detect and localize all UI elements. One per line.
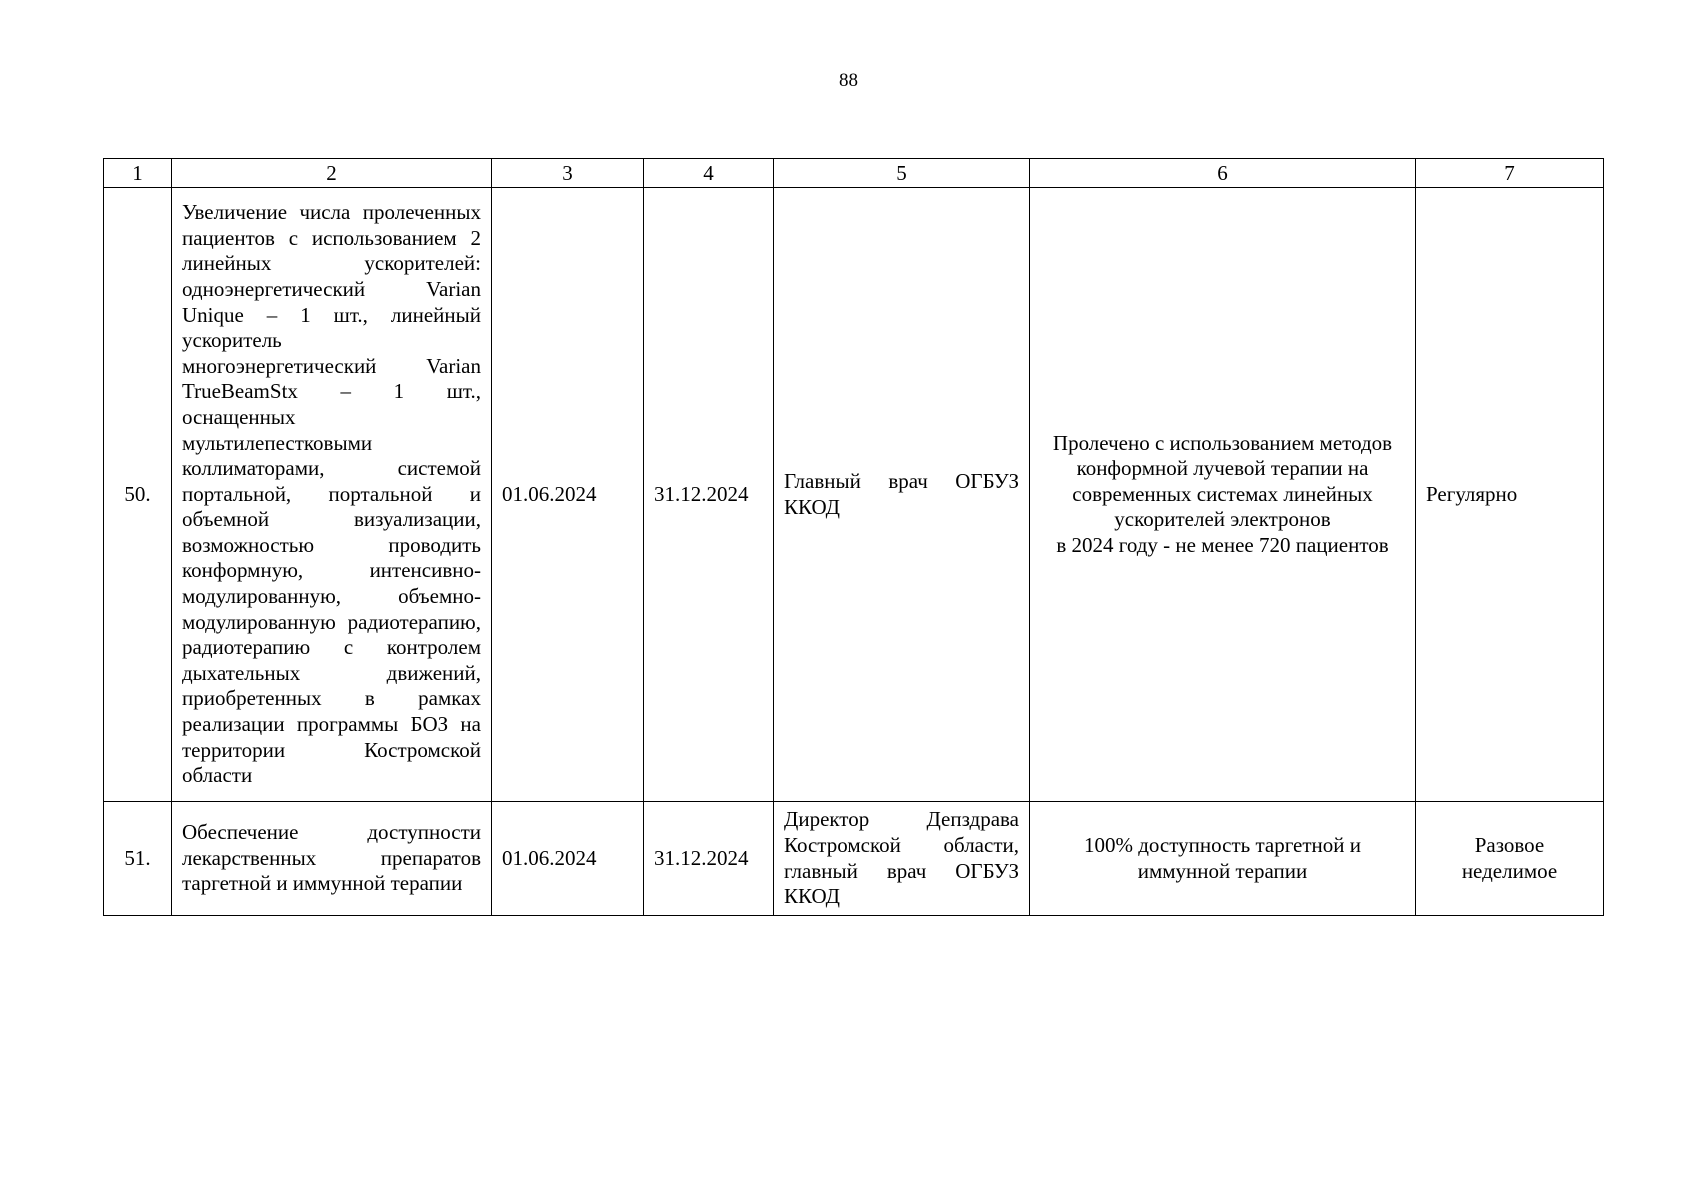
table-row [104, 188, 1604, 802]
column-number-7: 7 [1416, 159, 1604, 188]
result-line: 100% доступность таргетной и [1083, 832, 1362, 857]
periodicity-line: неделимое [1461, 858, 1558, 883]
result-line: Пролечено с использованием методов [1052, 430, 1393, 455]
result-line: в 2024 году - не менее 720 пациентов [1056, 532, 1389, 557]
start-date: 01.06.2024 [492, 188, 644, 802]
end-date: 31.12.2024 [644, 188, 774, 802]
result-line: конформной лучевой терапии на [1076, 456, 1369, 481]
column-number-1: 1 [104, 159, 172, 188]
column-number-5: 5 [774, 159, 1030, 188]
result-line: современных системах линейных [1072, 481, 1373, 506]
result-line: иммунной терапии [1137, 858, 1308, 883]
column-number-2: 2 [172, 159, 492, 188]
event-description: Увеличение числа пролеченных пациентов с использованием 2 линейных ускорителей: одноэнергетический Varian Unique – 1 шт., линейный ускоритель многоэнергетический Varian TrueBeamStx – 1 шт., оснащенных мультилепестковыми коллиматорами, системой портальной, портальной и объемной визуализации, возможностью проводить конформную, интенсивно-модулированную, объемно-модулированную радиотерапию, радиотерапию с контролем дыхательных движений, приобретенных в рамках реализации программы БОЗ на территории Костромской области [172, 188, 492, 802]
column-number-3: 3 [492, 159, 644, 188]
row-number: 50. [104, 188, 172, 802]
measures-table [103, 158, 1604, 916]
periodicity-line: Разовое [1474, 832, 1545, 857]
column-number-6: 6 [1030, 159, 1416, 188]
expected-result [1030, 188, 1416, 802]
expected-result [1030, 802, 1416, 916]
end-date: 31.12.2024 [644, 802, 774, 916]
start-date: 01.06.2024 [492, 802, 644, 916]
event-description: Обеспечение доступности лекарственных препаратов таргетной и иммунной терапии [172, 802, 492, 916]
periodicity [1416, 802, 1604, 916]
result-line: ускорителей электронов [1114, 507, 1331, 532]
row-number: 51. [104, 802, 172, 916]
responsible-person: Главный врач ОГБУЗ ККОД [774, 188, 1030, 802]
page-number: 88 [839, 70, 858, 91]
periodicity: Регулярно [1416, 188, 1604, 802]
table-row [104, 802, 1604, 916]
column-number-4: 4 [644, 159, 774, 188]
responsible-person: Директор Депздрава Костромской области, главный врач ОГБУЗ ККОД [774, 802, 1030, 916]
column-numbers-row [104, 159, 1604, 188]
